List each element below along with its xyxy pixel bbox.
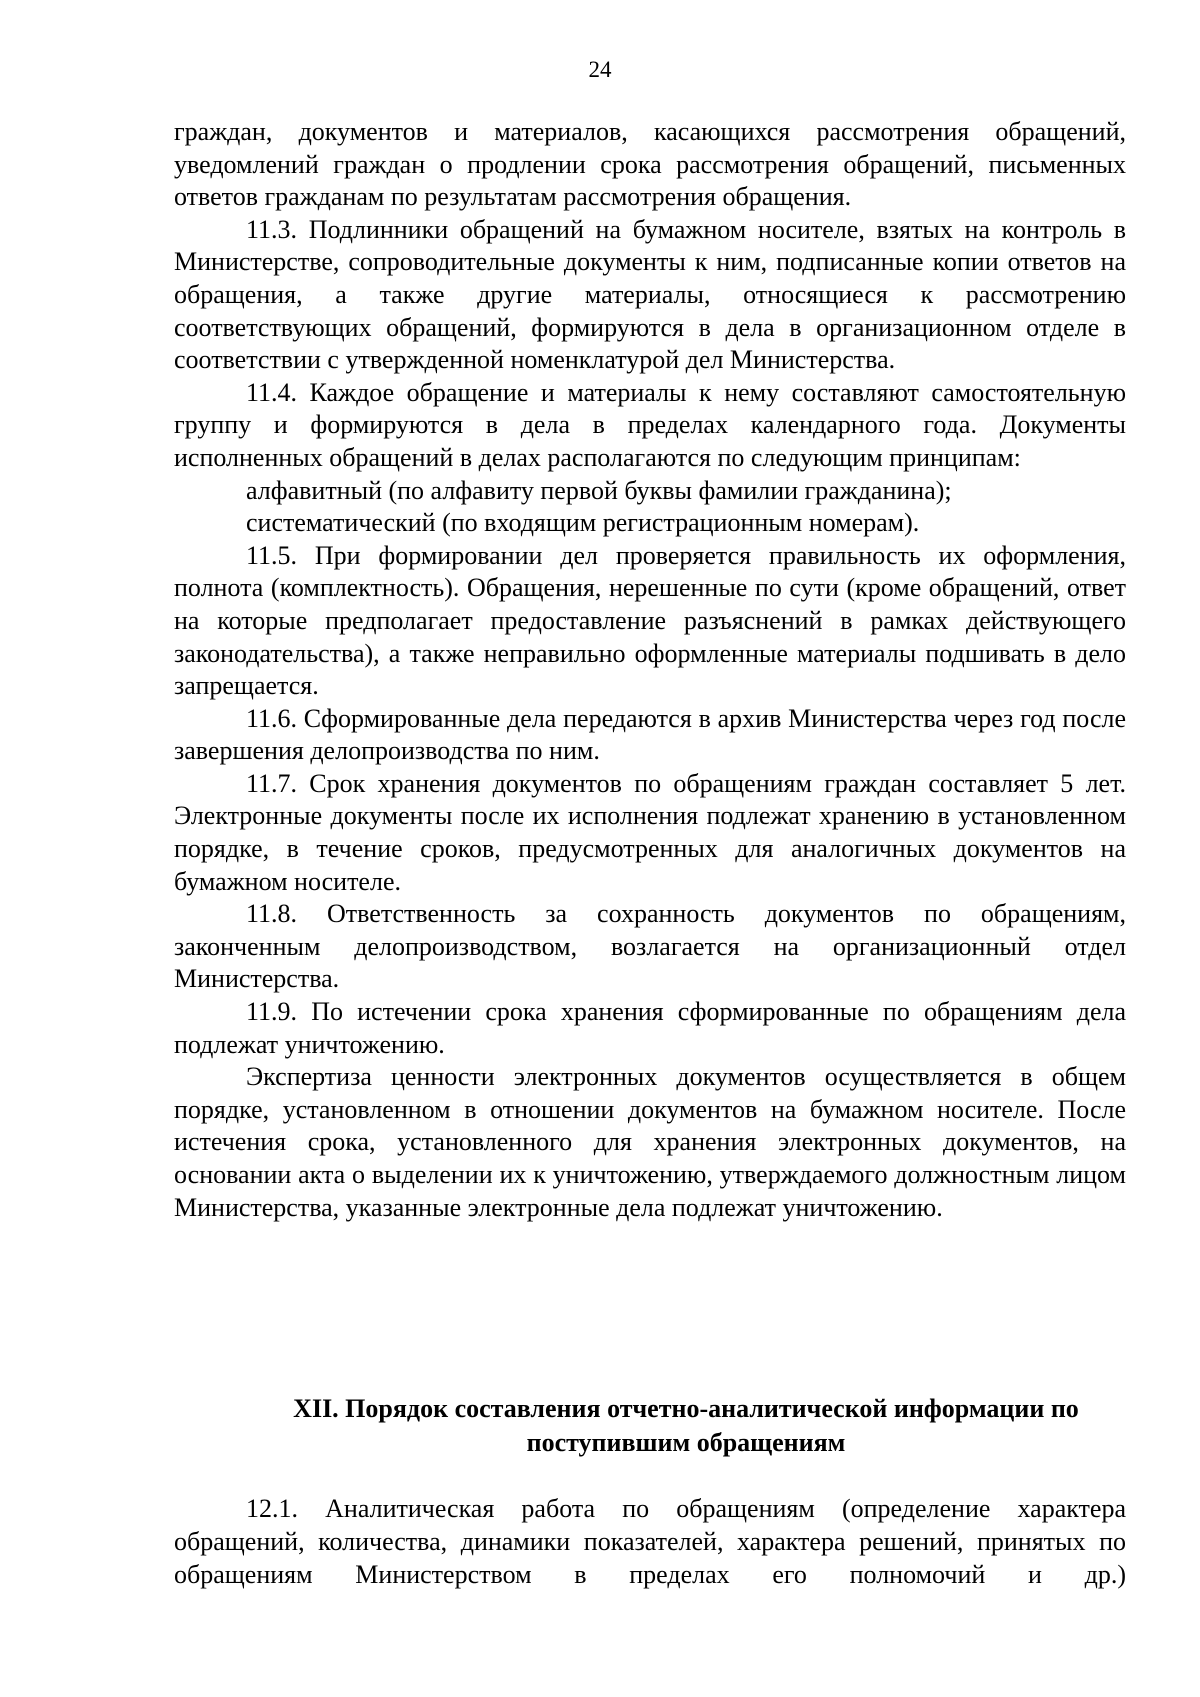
section-heading [174, 1392, 1126, 1460]
paragraph-11-7: 11.7. Срок хранения документов по обращениям граждан составляет 5 лет. Электронные документы после их исполнения подлежат хранению в установленном порядке, в течение сроков, предусмотренных для аналогичных документов на бумажном носителе. [174, 768, 1126, 896]
section-heading-line-2: поступившим обращениям [526, 1428, 846, 1457]
paragraph-11-5: 11.5. При формировании дел проверяется правильность их оформления, полнота (комплектность). Обращения, нерешенные по сути (кроме обращений, ответ на которые предполагает предоставление разъяснений в рамках действующего законодательства), а также неправильно оформленные материалы подшивать в дело запрещается. [174, 540, 1126, 701]
paragraph-expertise: Экспертиза ценности электронных документов осуществляется в общем порядке, установленном в отношении документов на бумажном носителе. После истечения срока, установленного для хранения электронных документов, на основании акта о выделении их к уничтожению, утверждаемого должностным лицом Министерства, указанные электронные дела подлежат уничтожению. [174, 1062, 1126, 1222]
paragraph-11-6: 11.6. Сформированные дела передаются в архив Министерства через год после завершения делопроизводства по ним. [174, 703, 1126, 766]
page-number: 24 [588, 57, 612, 82]
section-body [174, 1492, 1126, 1591]
section-heading-line-1: XII. Порядок составления отчетно-аналитической информации по [293, 1394, 1079, 1423]
paragraph-11-4: 11.4. Каждое обращение и материалы к нему составляют самостоятельную группу и формируются в дела в пределах календарного года. Документы исполненных обращений в делах располагаются по следующим принципам: [174, 377, 1126, 472]
paragraph-11-9: 11.9. По истечении срока хранения сформированные по обращениям дела подлежат уничтожению. [174, 997, 1126, 1059]
paragraph-11-3: 11.3. Подлинники обращений на бумажном носителе, взятых на контроль в Министерстве, сопроводительные документы к ним, подписанные копии ответов на обращения, а также другие материалы, относящиеся к рассмотрению соответствующих обращений, формируются в дела в организационном отделе в соответствии с утвержденной номенклатурой дел Министерства. [174, 214, 1126, 375]
paragraph-12-1: 12.1. Аналитическая работа по обращениям (определение характера обращений, количества, динамики показателей, характера решений, принятых по обращениям Министерством в пределах его полномочий и др.) [174, 1494, 1126, 1589]
list-item-alphabetical: алфавитный (по алфавиту первой буквы фамилии гражданина); [246, 475, 952, 505]
list-item-systematic: систематический (по входящим регистрационным номерам). [246, 508, 920, 538]
paragraph-continuation: граждан, документов и материалов, касающихся рассмотрения обращений, уведомлений граждан о продлении срока рассмотрения обращений, письменных ответов гражданам по результатам рассмотрения обращения. [174, 117, 1126, 212]
document-body [174, 116, 1126, 1224]
paragraph-11-8: 11.8. Ответственность за сохранность документов по обращениям, законченным делопроизводством, возлагается на организационный отдел Министерства. [174, 899, 1126, 994]
